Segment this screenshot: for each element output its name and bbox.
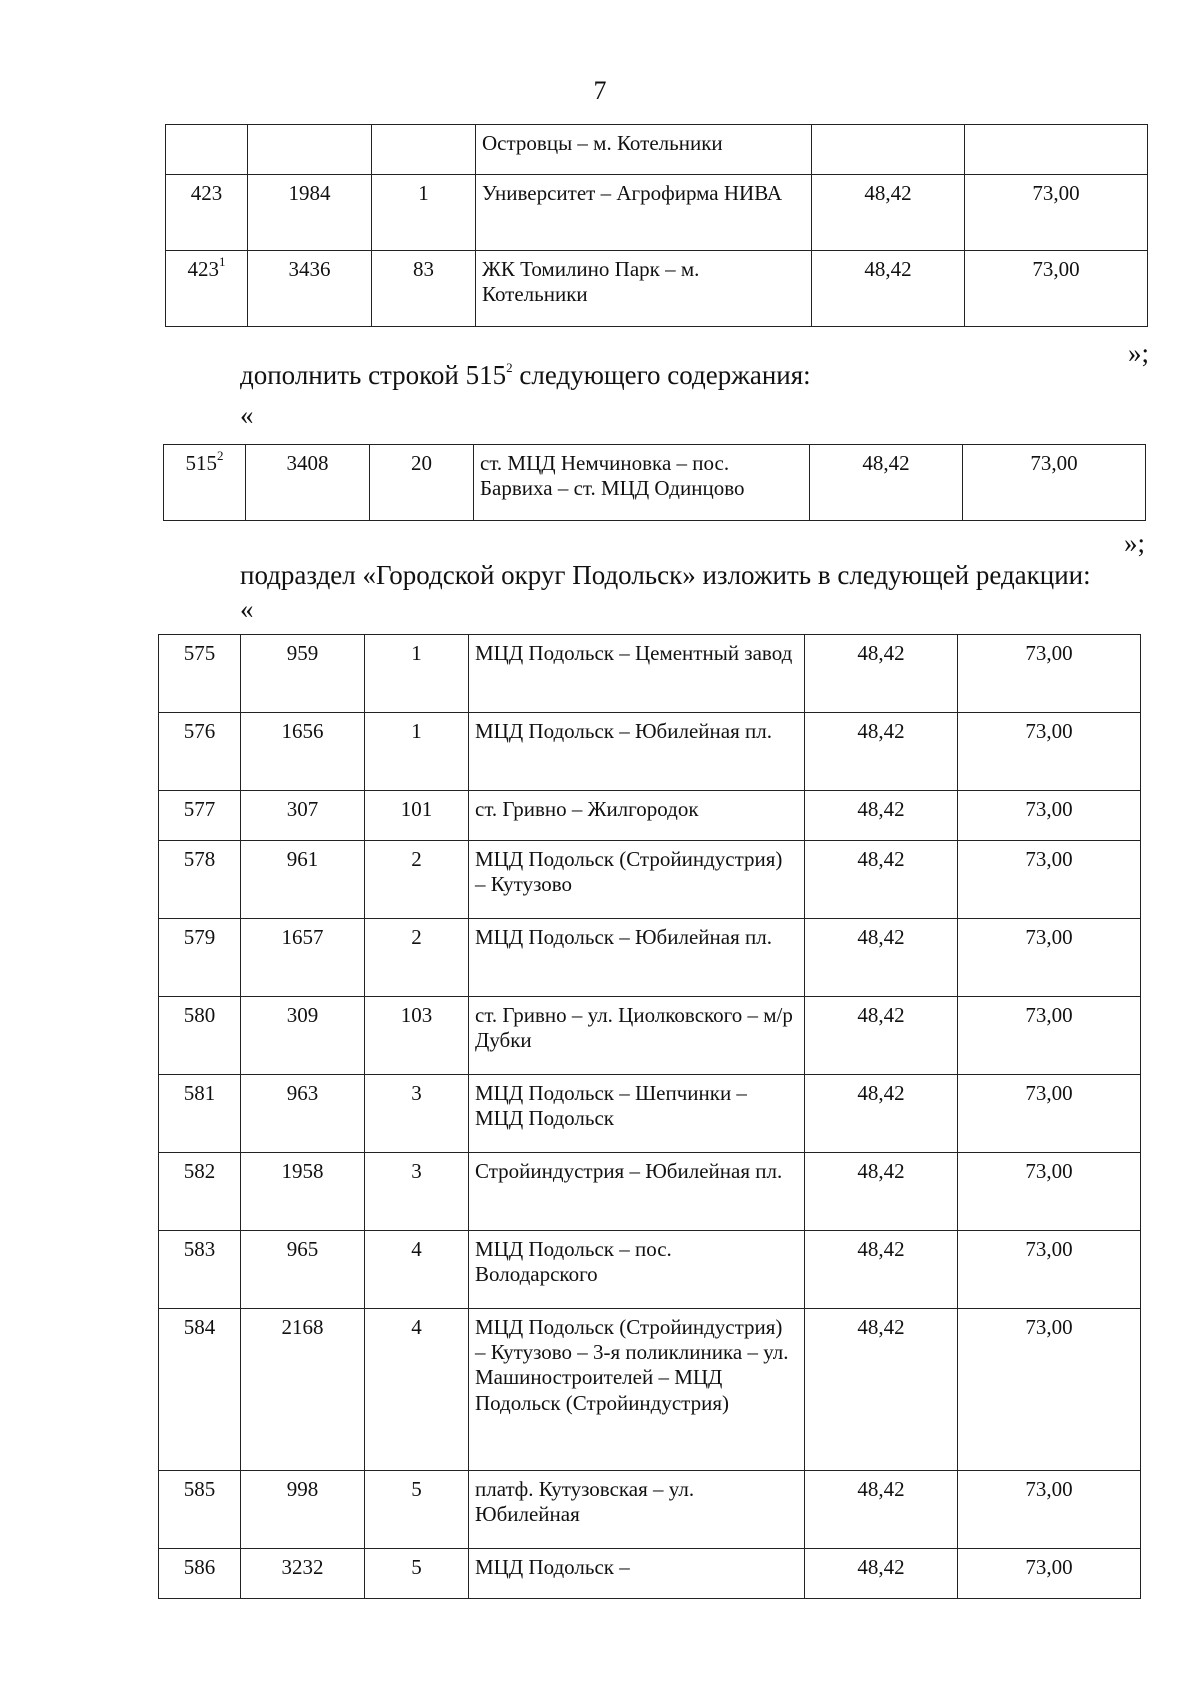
registration-number-text: 2168 (281, 1315, 324, 1339)
price-1-text: 48,42 (857, 925, 905, 949)
price-2-text: 73,00 (1025, 1003, 1073, 1027)
registration-number-text: 3436 (288, 257, 331, 281)
closing-quote-1: »; (1128, 338, 1150, 368)
registration-number-cell (248, 125, 372, 175)
registration-number-cell (241, 1309, 365, 1471)
price-2-cell (958, 1153, 1141, 1231)
paragraph-add-row (240, 360, 811, 391)
price-2-text: 73,00 (1032, 181, 1080, 205)
opening-quote-1: « (240, 400, 254, 430)
route-name-cell (476, 175, 812, 251)
price-2-cell (958, 713, 1141, 791)
registration-number-text: 963 (286, 1081, 319, 1105)
price-2-cell (958, 635, 1141, 713)
route-number-text: 3 (411, 1081, 422, 1105)
route-name-cell (469, 1549, 805, 1599)
price-1-cell (805, 1075, 958, 1153)
table-row (159, 635, 1141, 713)
row-number-cell (159, 635, 241, 713)
row-number-superscript: 1 (219, 254, 226, 269)
route-number-text: 4 (411, 1237, 422, 1261)
row-number-text: 582 (183, 1159, 216, 1183)
table-row (159, 1549, 1141, 1599)
row-number-cell (166, 175, 248, 251)
registration-number-text: 1656 (281, 719, 324, 743)
table-row (159, 1471, 1141, 1549)
registration-number-cell (248, 175, 372, 251)
route-name-text: ст. Гривно – Жилгородок (475, 797, 699, 821)
row-number-text: 585 (183, 1477, 216, 1501)
row-number-text: 515 (185, 451, 217, 475)
route-name-text: МЦД Подольск (Стройиндустрия) – Кутузово (475, 847, 783, 897)
route-number-text: 3 (411, 1159, 422, 1183)
table-row (166, 125, 1148, 175)
table-row (159, 791, 1141, 841)
registration-number-cell (241, 1231, 365, 1309)
row-number-cell (159, 1075, 241, 1153)
row-number-cell (159, 1153, 241, 1231)
route-name-cell (476, 251, 812, 327)
row-number-text: 423 (190, 181, 223, 205)
price-1-text: 48,42 (862, 451, 910, 475)
route-name-cell (469, 1153, 805, 1231)
registration-number-text: 965 (286, 1237, 319, 1261)
table-row (159, 919, 1141, 997)
page-number: 7 (593, 76, 607, 105)
registration-number-text: 961 (286, 847, 319, 871)
row-number-text: 586 (183, 1555, 216, 1579)
route-number-cell (365, 841, 469, 919)
table-row (159, 1153, 1141, 1231)
route-number-cell (372, 175, 476, 251)
paragraph-podolsk: подраздел «Городской округ Подольск» изложить в следующей редакции: (240, 560, 1091, 590)
row-number-text: 578 (183, 847, 216, 871)
route-number-cell (372, 125, 476, 175)
route-name-cell (469, 841, 805, 919)
price-2-cell (965, 251, 1148, 327)
price-1-cell (805, 1231, 958, 1309)
price-2-cell (958, 841, 1141, 919)
route-number-cell (365, 713, 469, 791)
price-1-cell (805, 1549, 958, 1599)
price-1-text: 48,42 (857, 1081, 905, 1105)
price-1-cell (805, 791, 958, 841)
route-number-text: 101 (400, 797, 433, 821)
registration-number-cell (241, 841, 365, 919)
route-name-text: ст. Гривно – ул. Циолковского – м/р Дубки (475, 1003, 793, 1053)
registration-number-text: 1657 (281, 925, 324, 949)
row-number-text: 584 (183, 1315, 216, 1339)
price-1-cell (810, 445, 963, 521)
price-1-cell (812, 251, 965, 327)
row-number-text: 576 (183, 719, 216, 743)
price-2-cell (965, 175, 1148, 251)
price-1-cell (805, 1471, 958, 1549)
route-name-cell (474, 445, 810, 521)
route-number-cell (365, 919, 469, 997)
row-number-cell (159, 1471, 241, 1549)
registration-number-text: 3408 (286, 451, 329, 475)
closing-quote-2: »; (1124, 528, 1146, 558)
route-name-cell (469, 1231, 805, 1309)
price-1-text: 48,42 (864, 181, 912, 205)
price-1-text: 48,42 (857, 1237, 905, 1261)
row-number-cell (159, 1231, 241, 1309)
route-number-text: 1 (411, 641, 422, 665)
route-name-text: МЦД Подольск – Юбилейная пл. (475, 925, 772, 949)
paragraph-add-row-superscript: 2 (506, 360, 513, 375)
price-2-text: 73,00 (1025, 641, 1073, 665)
route-number-text: 2 (411, 847, 422, 871)
price-1-text: 48,42 (857, 641, 905, 665)
route-name-text: МЦД Подольск (Стройиндустрия) – Кутузово – 3-я поликлиника – ул. Машиностроителей – МЦД Подольск (Стройиндустрия) (475, 1315, 789, 1415)
price-2-text: 73,00 (1025, 1237, 1073, 1261)
price-2-text: 73,00 (1030, 451, 1078, 475)
route-number-cell (365, 1153, 469, 1231)
row-number-cell (159, 997, 241, 1075)
price-1-cell (805, 841, 958, 919)
route-number-cell (365, 1471, 469, 1549)
route-name-text: МЦД Подольск – Шепчинки – МЦД Подольск (475, 1081, 747, 1131)
routes-table-podolsk (158, 634, 1141, 1599)
row-number-text: 580 (183, 1003, 216, 1027)
table-row (164, 445, 1146, 521)
price-1-text: 48,42 (864, 257, 912, 281)
row-number-cell (166, 251, 248, 327)
route-number-text: 83 (413, 257, 434, 281)
price-2-cell (963, 445, 1146, 521)
price-1-text: 48,42 (857, 847, 905, 871)
route-number-cell (365, 791, 469, 841)
route-number-cell (370, 445, 474, 521)
route-name-cell (469, 713, 805, 791)
registration-number-cell (241, 1075, 365, 1153)
price-1-cell (805, 997, 958, 1075)
table-row (159, 1231, 1141, 1309)
row-number-cell (159, 841, 241, 919)
price-2-cell (958, 1549, 1141, 1599)
table-row (159, 841, 1141, 919)
route-name-text: МЦД Подольск – Цементный завод (475, 641, 793, 665)
route-name-cell (469, 1075, 805, 1153)
row-number-superscript: 2 (217, 448, 224, 463)
row-number-text: 583 (183, 1237, 216, 1261)
registration-number-text: 309 (286, 1003, 319, 1027)
route-name-cell (469, 635, 805, 713)
registration-number-cell (241, 1471, 365, 1549)
price-1-text: 48,42 (857, 1555, 905, 1579)
price-2-text: 73,00 (1032, 257, 1080, 281)
price-2-text: 73,00 (1025, 847, 1073, 871)
route-name-text: МЦД Подольск – Юбилейная пл. (475, 719, 772, 743)
price-2-cell (958, 791, 1141, 841)
paragraph-add-row-before: дополнить строкой 515 (240, 360, 507, 390)
route-number-text: 1 (411, 719, 422, 743)
price-2-text: 73,00 (1025, 797, 1073, 821)
price-2-cell (958, 919, 1141, 997)
registration-number-text: 998 (286, 1477, 319, 1501)
registration-number-cell (246, 445, 370, 521)
price-2-text: 73,00 (1025, 1555, 1073, 1579)
table-row (166, 175, 1148, 251)
registration-number-cell (241, 919, 365, 997)
route-number-text: 5 (411, 1477, 422, 1501)
route-name-text: Университет – Агрофирма НИВА (482, 181, 783, 205)
row-number-cell (159, 1549, 241, 1599)
routes-table-2 (163, 444, 1146, 521)
route-name-cell (469, 997, 805, 1075)
registration-number-cell (248, 251, 372, 327)
registration-number-text: 3232 (281, 1555, 324, 1579)
price-1-cell (812, 125, 965, 175)
registration-number-text: 1984 (288, 181, 331, 205)
price-2-text: 73,00 (1025, 1315, 1073, 1339)
registration-number-cell (241, 1153, 365, 1231)
row-number-cell (166, 125, 248, 175)
price-1-cell (805, 1153, 958, 1231)
route-number-cell (365, 1309, 469, 1471)
registration-number-cell (241, 713, 365, 791)
route-name-cell (469, 1309, 805, 1471)
price-2-cell (958, 1309, 1141, 1471)
row-number-cell (164, 445, 246, 521)
row-number-cell (159, 919, 241, 997)
route-name-cell (469, 1471, 805, 1549)
route-number-cell (365, 635, 469, 713)
table-row (159, 1309, 1141, 1471)
price-2-cell (958, 1471, 1141, 1549)
route-name-cell (476, 125, 812, 175)
row-number-cell (159, 713, 241, 791)
price-1-text: 48,42 (857, 1315, 905, 1339)
row-number-cell (159, 1309, 241, 1471)
table-row (159, 713, 1141, 791)
price-2-cell (958, 1075, 1141, 1153)
route-number-text: 2 (411, 925, 422, 949)
route-number-text: 4 (411, 1315, 422, 1339)
route-number-cell (365, 997, 469, 1075)
price-2-cell (965, 125, 1148, 175)
route-number-cell (365, 1549, 469, 1599)
route-name-text: ст. МЦД Немчиновка – пос. Барвиха – ст. МЦД Одинцово (480, 451, 745, 501)
route-name-text: ЖК Томилино Парк – м. Котельники (482, 257, 700, 307)
price-1-cell (805, 635, 958, 713)
route-number-cell (365, 1231, 469, 1309)
row-number-text: 575 (183, 641, 216, 665)
price-2-cell (958, 997, 1141, 1075)
route-name-text: платф. Кутузовская – ул. Юбилейная (475, 1477, 695, 1527)
registration-number-cell (241, 635, 365, 713)
route-number-text: 5 (411, 1555, 422, 1579)
price-1-text: 48,42 (857, 1477, 905, 1501)
price-1-text: 48,42 (857, 797, 905, 821)
route-number-text: 103 (400, 1003, 433, 1027)
price-1-cell (812, 175, 965, 251)
price-1-cell (805, 713, 958, 791)
registration-number-text: 959 (286, 641, 319, 665)
route-name-text: Островцы – м. Котельники (482, 131, 723, 155)
table-row (159, 1075, 1141, 1153)
price-1-text: 48,42 (857, 1159, 905, 1183)
registration-number-cell (241, 997, 365, 1075)
price-2-text: 73,00 (1025, 1081, 1073, 1105)
row-number-text: 579 (183, 925, 216, 949)
price-2-text: 73,00 (1025, 1159, 1073, 1183)
route-name-text: Стройиндустрия – Юбилейная пл. (475, 1159, 783, 1183)
row-number-text: 423 (187, 257, 219, 281)
route-name-cell (469, 919, 805, 997)
registration-number-cell (241, 1549, 365, 1599)
price-2-text: 73,00 (1025, 925, 1073, 949)
price-1-cell (805, 1309, 958, 1471)
paragraph-add-row-after: следующего содержания: (512, 360, 811, 390)
registration-number-text: 307 (286, 797, 319, 821)
route-name-text: МЦД Подольск – (475, 1555, 630, 1579)
route-number-text: 20 (411, 451, 432, 475)
price-1-text: 48,42 (857, 719, 905, 743)
route-number-cell (372, 251, 476, 327)
price-2-text: 73,00 (1025, 719, 1073, 743)
registration-number-cell (241, 791, 365, 841)
opening-quote-2: « (240, 594, 254, 624)
row-number-text: 581 (183, 1081, 216, 1105)
routes-table-1 (165, 124, 1148, 327)
table-row (159, 997, 1141, 1075)
route-number-text: 1 (418, 181, 429, 205)
registration-number-text: 1958 (281, 1159, 324, 1183)
row-number-text: 577 (183, 797, 216, 821)
price-1-cell (805, 919, 958, 997)
price-2-cell (958, 1231, 1141, 1309)
price-1-text: 48,42 (857, 1003, 905, 1027)
price-2-text: 73,00 (1025, 1477, 1073, 1501)
row-number-cell (159, 791, 241, 841)
route-name-text: МЦД Подольск – пос. Володарского (475, 1237, 672, 1287)
route-name-cell (469, 791, 805, 841)
route-number-cell (365, 1075, 469, 1153)
table-row (166, 251, 1148, 327)
